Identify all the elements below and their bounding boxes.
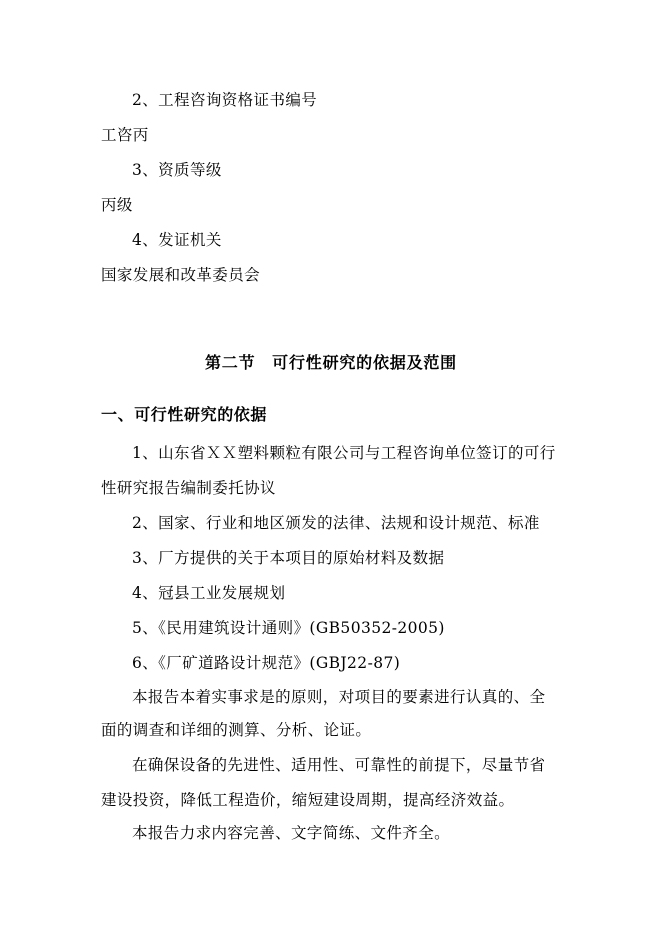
item-issuing-authority-label: 4、发证机关 — [132, 231, 222, 249]
basis-item-4: 4、冠县工业发展规划 — [132, 584, 286, 602]
paragraph-1-line-2: 面的调查和详细的测算、分析、论证。 — [101, 721, 372, 739]
item-qualification-level-label: 3、资质等级 — [132, 161, 222, 179]
paragraph-2-line-2: 建设投资，降低工程造价，缩短建设周期，提高经济效益。 — [101, 791, 515, 809]
basis-item-1-line-2: 性研究报告编制委托协议 — [101, 479, 276, 497]
paragraph-2-line-1: 在确保设备的先进性、适用性、可靠性的前提下，尽量节省 — [132, 756, 546, 774]
section-title: 第二节 可行性研究的依据及范围 — [204, 353, 457, 372]
basis-item-1-line-1: 1、山东省ＸＸ塑料颗粒有限公司与工程咨询单位签订的可行 — [132, 444, 556, 462]
basis-item-5: 5、《民用建筑设计通则》(GB50352-2005) — [132, 619, 445, 637]
item-issuing-authority-value: 国家发展和改革委员会 — [101, 266, 261, 284]
basis-item-2: 2、国家、行业和地区颁发的法律、法规和设计规范、标准 — [132, 514, 540, 532]
item-certificate-number-label: 2、工程咨询资格证书编号 — [132, 91, 318, 109]
basis-item-3: 3、厂方提供的关于本项目的原始材料及数据 — [132, 549, 445, 567]
item-certificate-number-value: 工咨丙 — [101, 126, 149, 144]
item-qualification-level-value: 丙级 — [101, 196, 133, 214]
subsection-heading: 一、可行性研究的依据 — [101, 405, 268, 424]
basis-item-6: 6、《厂矿道路设计规范》(GBJ22-87) — [132, 654, 401, 672]
paragraph-3-line-1: 本报告力求内容完善、文字简练、文件齐全。 — [132, 824, 451, 842]
paragraph-1-line-1: 本报告本着实事求是的原则，对项目的要素进行认真的、全 — [132, 688, 546, 706]
